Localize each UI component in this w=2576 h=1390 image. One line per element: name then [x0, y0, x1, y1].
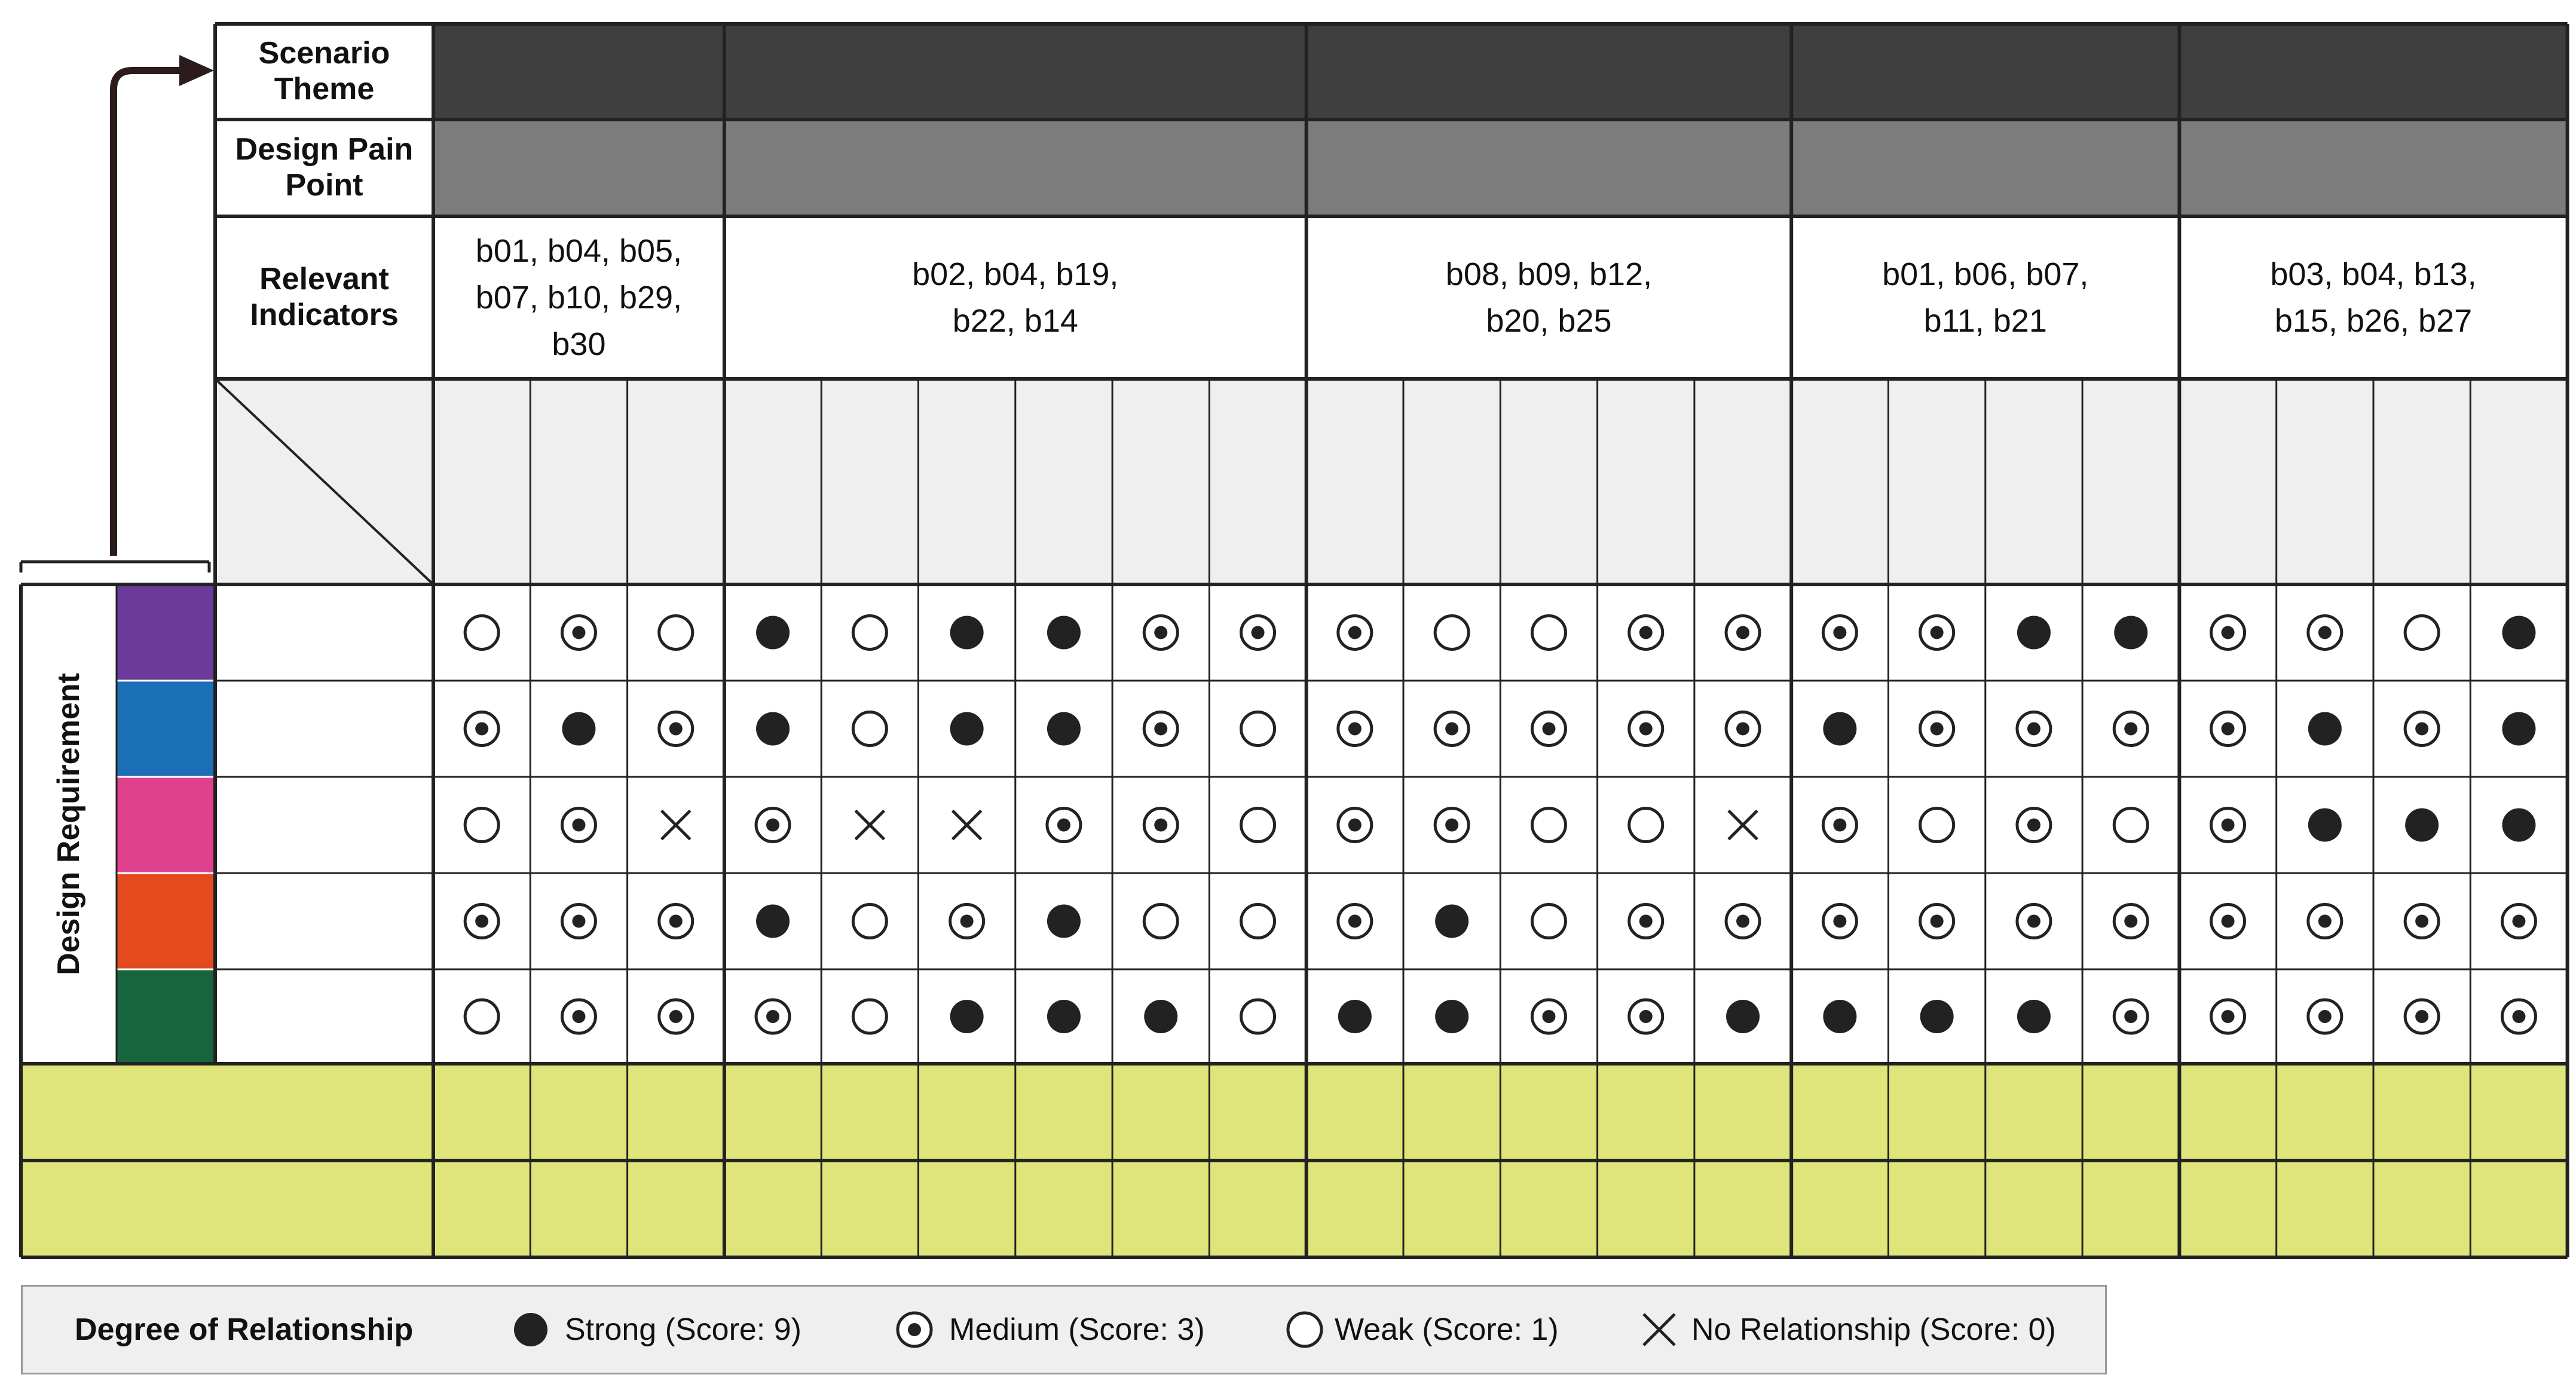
relation-A5-G5-weak-icon	[853, 1000, 886, 1033]
relation-A2-G16-medium-dot	[1931, 722, 1944, 736]
relation-A4-G12-weak-icon	[1532, 905, 1565, 938]
relation-A4-G18-medium-dot	[2124, 915, 2137, 928]
relation-A1-G10-medium-dot	[1348, 626, 1362, 639]
relation-A3-G13-weak-icon	[1629, 809, 1663, 842]
relation-A4-G2-medium-dot	[572, 915, 585, 928]
relation-A4-G1-medium-dot	[475, 915, 488, 928]
indicator-line: b15, b26, b27	[2274, 303, 2473, 339]
relation-A1-G14-medium-dot	[1736, 626, 1749, 639]
relation-A2-G17-medium-dot	[2027, 722, 2040, 736]
relation-A1-G9-medium-dot	[1252, 626, 1265, 639]
relation-A1-G8-medium-dot	[1154, 626, 1167, 639]
relation-A2-G14-medium-dot	[1736, 722, 1749, 736]
relation-A4-G13-medium-dot	[1639, 915, 1653, 928]
relation-A1-G19-medium-dot	[2222, 626, 2235, 639]
design-pain-point-label-text: Design Pain Point	[235, 132, 414, 203]
relation-A4-G15-medium-dot	[1833, 915, 1846, 928]
relation-A3-G22-strong-icon	[2502, 809, 2535, 842]
connector-arrow-line	[114, 71, 185, 556]
indicator-line: b08, b09, b12,	[1445, 256, 1653, 292]
legend-medium-dot	[908, 1323, 921, 1336]
relation-A5-G3-medium-dot	[669, 1010, 683, 1023]
relation-A5-G6-strong-icon	[950, 1000, 984, 1033]
relation-A4-G3-medium-dot	[669, 915, 683, 928]
relation-A5-G15-strong-icon	[1823, 1000, 1856, 1033]
relation-A5-G16-strong-icon	[1920, 1000, 1954, 1033]
relation-A1-G20-medium-dot	[2318, 626, 2332, 639]
relation-A3-G7-medium-dot	[1057, 819, 1070, 832]
relation-A2-G22-strong-icon	[2502, 712, 2535, 746]
relation-A1-G18-strong-icon	[2114, 616, 2147, 650]
relation-A4-G10-medium-dot	[1348, 915, 1362, 928]
relation-A2-G20-strong-icon	[2308, 712, 2342, 746]
relation-A4-G19-medium-dot	[2222, 915, 2235, 928]
relation-A4-G7-strong-icon	[1047, 905, 1081, 938]
relation-A5-G19-medium-dot	[2222, 1010, 2235, 1023]
relation-A3-G11-medium-dot	[1445, 819, 1458, 832]
relation-A4-G16-medium-dot	[1931, 915, 1944, 928]
scenario-theme-label-text: Scenario Theme	[258, 36, 390, 106]
legend-no-label: No Relationship (Score: 0)	[1691, 1312, 2056, 1347]
relation-A3-G8-medium-dot	[1154, 819, 1167, 832]
relation-A1-G22-strong-icon	[2502, 616, 2535, 650]
connector-arrow-head	[179, 55, 214, 86]
relation-A5-G1-weak-icon	[465, 1000, 498, 1033]
legend-weak-icon	[1288, 1313, 1321, 1346]
relation-A5-G7-strong-icon	[1047, 1000, 1081, 1033]
relation-A3-G17-medium-dot	[2027, 819, 2040, 832]
relation-A5-G11-strong-icon	[1435, 1000, 1468, 1033]
relation-A3-G2-medium-dot	[572, 819, 585, 832]
relation-A1-G13-medium-dot	[1639, 626, 1653, 639]
legend-medium-label: Medium (Score: 3)	[949, 1312, 1205, 1347]
relation-A5-G4-medium-dot	[766, 1010, 779, 1023]
relation-A2-G19-medium-dot	[2222, 722, 2235, 736]
relation-A4-G4-strong-icon	[756, 905, 790, 938]
relevant-indicators-label-text: Relevant Indicators	[250, 262, 399, 332]
relation-A1-G7-strong-icon	[1047, 616, 1081, 650]
relation-A1-G15-medium-dot	[1833, 626, 1846, 639]
relation-A5-G17-strong-icon	[2017, 1000, 2051, 1033]
relation-A5-G18-medium-dot	[2124, 1010, 2137, 1023]
relation-A4-G9-weak-icon	[1241, 905, 1275, 938]
legend-strong-icon	[514, 1313, 547, 1346]
indicator-line: b30	[552, 326, 606, 363]
relation-A5-G2-medium-dot	[572, 1010, 585, 1023]
relation-A1-G1-weak-icon	[465, 616, 498, 650]
relation-A3-G15-medium-dot	[1833, 819, 1846, 832]
relation-A2-G1-medium-dot	[475, 722, 488, 736]
relation-A5-G8-strong-icon	[1144, 1000, 1177, 1033]
indicator-line: b22, b14	[952, 303, 1078, 339]
relation-A5-G10-strong-icon	[1338, 1000, 1372, 1033]
relation-A4-G20-medium-dot	[2318, 915, 2332, 928]
design-requirement-label-text: Design Requirement	[51, 673, 86, 975]
relation-A1-G21-weak-icon	[2405, 616, 2439, 650]
relation-A3-G21-strong-icon	[2405, 809, 2439, 842]
indicator-line: b03, b04, b13,	[2270, 256, 2477, 292]
corner-diagonal	[215, 379, 433, 584]
relation-A5-G21-medium-dot	[2415, 1010, 2428, 1023]
relation-A5-G9-weak-icon	[1241, 1000, 1275, 1033]
relation-A3-G12-weak-icon	[1532, 809, 1565, 842]
indicator-line: b07, b10, b29,	[475, 279, 683, 316]
relation-A2-G6-strong-icon	[950, 712, 984, 746]
legend-weak-label: Weak (Score: 1)	[1335, 1312, 1559, 1347]
relation-A4-G11-strong-icon	[1435, 905, 1468, 938]
relation-A2-G13-medium-dot	[1639, 722, 1653, 736]
relation-A2-G11-medium-dot	[1445, 722, 1458, 736]
relation-A2-G21-medium-dot	[2415, 722, 2428, 736]
relation-A2-G12-medium-dot	[1542, 722, 1555, 736]
indicator-line: b02, b04, b19,	[912, 256, 1119, 292]
relation-A3-G16-weak-icon	[1920, 809, 1954, 842]
relation-A5-G13-medium-dot	[1639, 1010, 1653, 1023]
relation-A4-G21-medium-dot	[2415, 915, 2428, 928]
relation-A2-G9-weak-icon	[1241, 712, 1275, 746]
relation-A2-G5-weak-icon	[853, 712, 886, 746]
relation-A5-G12-medium-dot	[1542, 1010, 1555, 1023]
relation-A2-G15-strong-icon	[1823, 712, 1856, 746]
relation-A3-G4-medium-dot	[766, 819, 779, 832]
relation-A1-G12-weak-icon	[1532, 616, 1565, 650]
relation-A5-G20-medium-dot	[2318, 1010, 2332, 1023]
relation-A2-G7-strong-icon	[1047, 712, 1081, 746]
relation-A4-G5-weak-icon	[853, 905, 886, 938]
relation-A4-G17-medium-dot	[2027, 915, 2040, 928]
relation-A1-G11-weak-icon	[1435, 616, 1468, 650]
relation-A4-G6-medium-dot	[960, 915, 974, 928]
relation-A3-G19-medium-dot	[2222, 819, 2235, 832]
relation-A4-G22-medium-dot	[2512, 915, 2525, 928]
relation-A2-G2-strong-icon	[562, 712, 595, 746]
indicator-line: b11, b21	[1923, 303, 2047, 339]
legend-title: Degree of Relationship	[75, 1312, 414, 1347]
relation-A1-G3-weak-icon	[659, 616, 693, 650]
relation-A5-G14-strong-icon	[1726, 1000, 1760, 1033]
relation-A3-G1-weak-icon	[465, 809, 498, 842]
relation-A2-G3-medium-dot	[669, 722, 683, 736]
indicator-line: b01, b04, b05,	[475, 232, 683, 269]
relation-A4-G14-medium-dot	[1736, 915, 1749, 928]
relation-A1-G16-medium-dot	[1931, 626, 1944, 639]
indicator-line: b01, b06, b07,	[1882, 256, 2089, 292]
relation-A3-G10-medium-dot	[1348, 819, 1362, 832]
relation-A1-G17-strong-icon	[2017, 616, 2051, 650]
relation-A1-G2-medium-dot	[572, 626, 585, 639]
relation-A2-G4-strong-icon	[756, 712, 790, 746]
relation-A1-G4-strong-icon	[756, 616, 790, 650]
indicator-line: b20, b25	[1486, 303, 1612, 339]
relation-A3-G20-strong-icon	[2308, 809, 2342, 842]
relation-A2-G8-medium-dot	[1154, 722, 1167, 736]
relation-A1-G6-strong-icon	[950, 616, 984, 650]
relation-A3-G9-weak-icon	[1241, 809, 1275, 842]
relation-A2-G10-medium-dot	[1348, 722, 1362, 736]
relation-A1-G5-weak-icon	[853, 616, 886, 650]
legend-strong-label: Strong (Score: 9)	[565, 1312, 801, 1347]
relation-A5-G22-medium-dot	[2512, 1010, 2525, 1023]
relation-A2-G18-medium-dot	[2124, 722, 2137, 736]
relation-A4-G8-weak-icon	[1144, 905, 1177, 938]
relation-A3-G18-weak-icon	[2114, 809, 2147, 842]
